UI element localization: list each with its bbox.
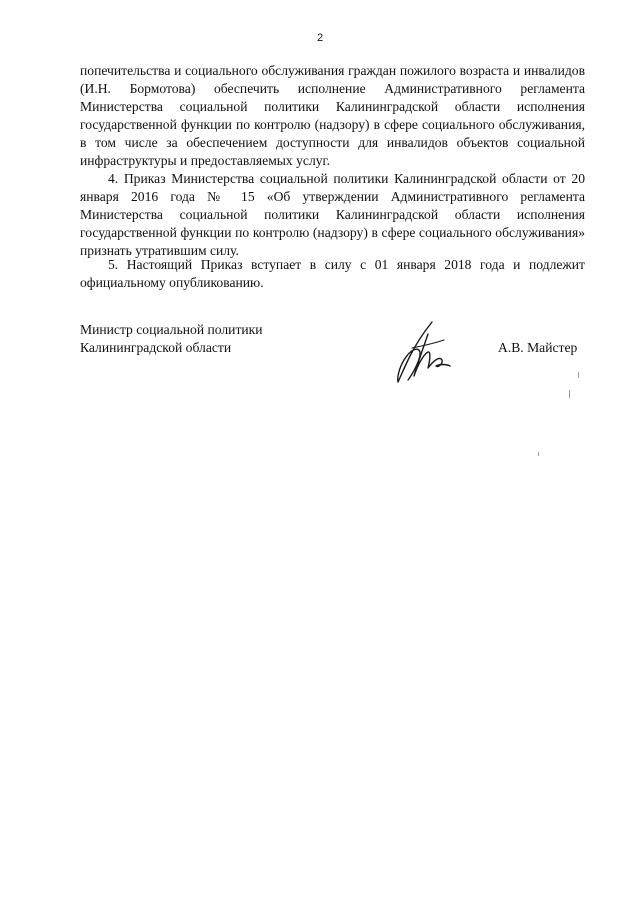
signatory-name: А.В. Майстер [498,340,578,355]
scan-artifact [538,452,539,456]
scan-artifact [569,390,570,398]
paragraph-item-5: 5. Настоящий Приказ вступает в силу с 01 января 2018 года и подлежит официальному опубликованию. [80,257,585,290]
signatory-title-line-2: Калининградской области [80,340,232,355]
signatory-title-line-1: Министр социальной политики [80,322,263,337]
paragraph-item-4: 4. Приказ Министерства социальной политики Калининградской области от 20 января 2016 года № 15 «Об утверждении Административного регламента Министерства социальной политики Калининградской области исполнения государственной функции по контролю (надзору) в сфере социального обслуживания» признать утратившим силу. [80,171,585,258]
scan-artifact [578,372,579,378]
page-number: 2 [316,32,324,44]
paragraph-continuation: попечительства и социального обслуживания граждан пожилого возраста и инвалидов (И.Н. Бормотова) обеспечить исполнение Административного регламента Министерства социальной политики Калининградской области исполнения государственной функции по контролю (надзору) в сфере социального обслуживания, в том числе за обеспечением доступности для инвалидов объектов социальной инфраструктуры и предоставляемых услуг. [80,63,585,168]
signatory-title [80,321,263,357]
handwritten-signature [388,318,466,386]
